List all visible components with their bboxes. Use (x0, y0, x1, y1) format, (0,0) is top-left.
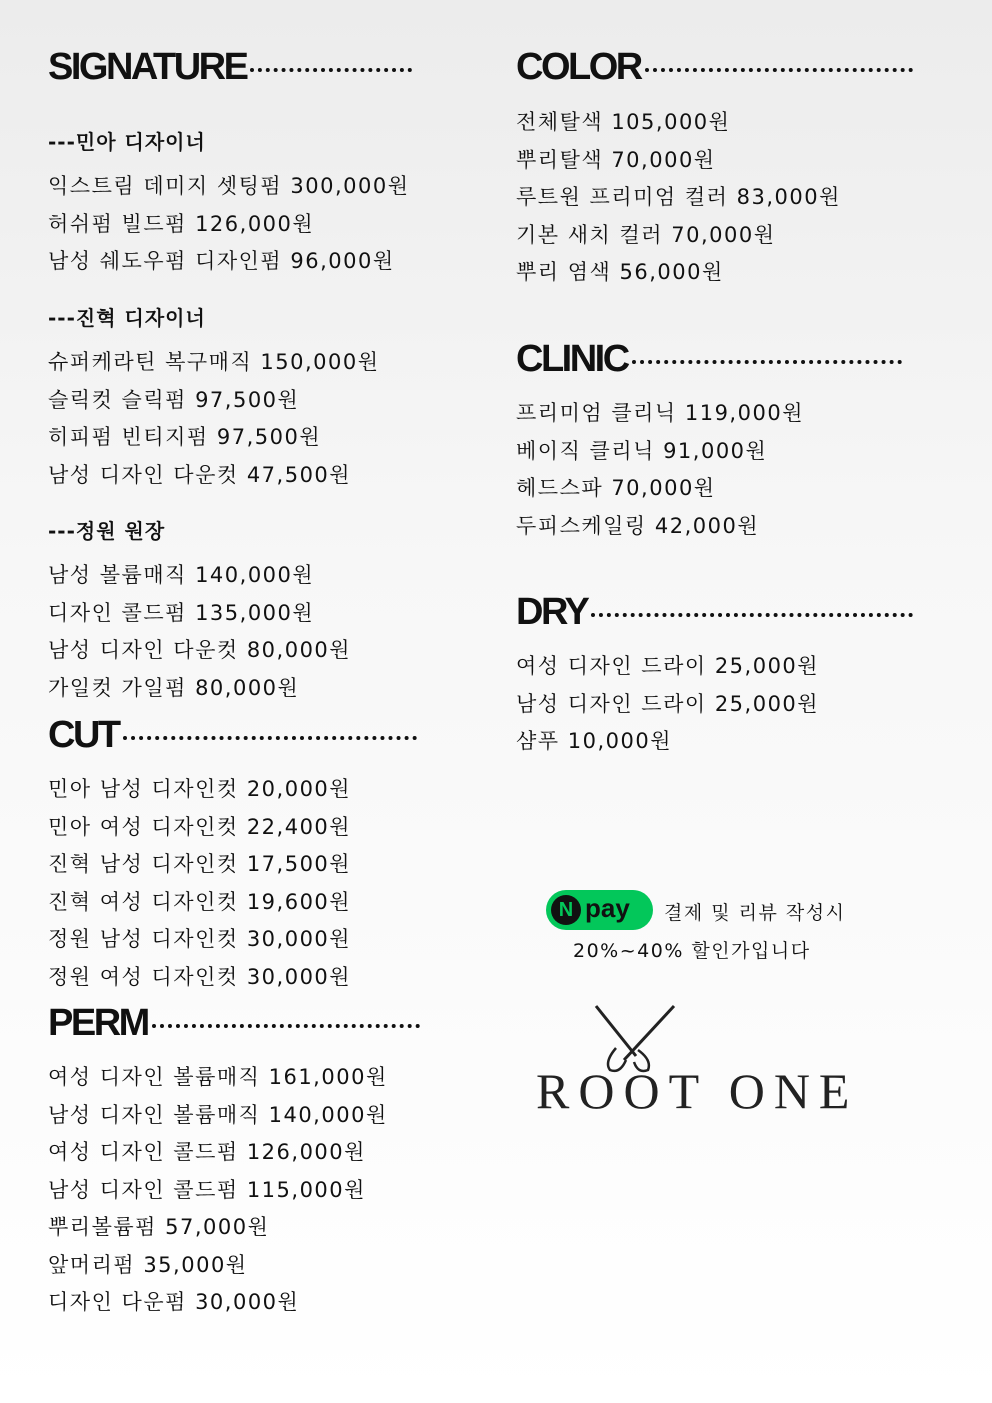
menu-item: 정원 남성 디자인컷 30,000원 (48, 927, 352, 951)
brand-logo (536, 1004, 880, 1119)
menu-item: 여성 디자인 콜드펌 126,000원 (48, 1140, 366, 1164)
menu-item: 뿌리탈색 70,000원 (516, 147, 716, 172)
heading-dotted-rule (152, 1024, 420, 1028)
npay-word: pay (585, 892, 630, 923)
menu-item: 익스트림 데미지 셋팅펌 300,000원 (48, 174, 410, 198)
promo-line-1: 결제 및 리뷰 작성시 (664, 902, 846, 924)
menu-item: 가일컷 가일펌 80,000원 (48, 675, 300, 700)
color-title: COLOR (516, 46, 641, 88)
menu-item: 진혁 여성 디자인컷 19,600원 (48, 889, 352, 914)
menu-item: 여성 디자인 볼륨매직 161,000원 (48, 1065, 388, 1089)
designer-label-mina: ---민아 디자이너 (48, 130, 206, 154)
cut-title: CUT (48, 714, 119, 756)
menu-item: 베이직 클리닉 91,000원 (516, 438, 768, 463)
menu-item: 여성 디자인 드라이 25,000원 (516, 654, 820, 678)
menu-item: 남성 볼륨매직 140,000원 (48, 563, 315, 587)
menu-item: 뿌리 염색 56,000원 (516, 260, 724, 284)
menu-item: 앞머리펌 35,000원 (48, 1252, 248, 1277)
menu-item: 남성 디자인 볼륨매직 140,000원 (48, 1102, 388, 1127)
section-perm-heading (48, 1004, 420, 1042)
heading-dotted-rule (123, 736, 417, 740)
menu-item: 남성 디자인 콜드펌 115,000원 (48, 1177, 366, 1202)
dry-title: DRY (516, 591, 588, 633)
perm-list (48, 1059, 388, 1322)
menu-item: 남성 디자인 다운컷 80,000원 (48, 638, 352, 662)
designer-label-jungwon: ---정원 원장 (48, 519, 166, 543)
menu-item: 디자인 다운펌 30,000원 (48, 1290, 300, 1314)
npay-n-icon: N (551, 895, 581, 925)
designer-label-jinhyuk: ---진혁 디자이너 (48, 306, 206, 330)
heading-dotted-rule (645, 68, 913, 72)
menu-item: 슈퍼케라틴 복구매직 150,000원 (48, 350, 380, 374)
section-cut-heading (48, 716, 417, 754)
menu-item: 두피스케일링 42,000원 (516, 513, 760, 538)
menu-item: 전체탈색 105,000원 (516, 110, 731, 134)
menu-item: 남성 디자인 다운컷 47,500원 (48, 462, 352, 487)
menu-item: 진혁 남성 디자인컷 17,500원 (48, 852, 352, 876)
clinic-list (516, 395, 804, 545)
clinic-title: CLINIC (516, 338, 628, 380)
color-list (516, 104, 841, 292)
section-color-heading (516, 48, 913, 86)
menu-item: 헤드스파 70,000원 (516, 476, 716, 500)
signature-list-jungwon (48, 557, 351, 707)
menu-item: 히피펌 빈티지펌 97,500원 (48, 425, 322, 449)
heading-dotted-rule (250, 68, 412, 72)
brand-name: ROOT ONE (536, 1063, 859, 1119)
signature-title: SIGNATURE (48, 46, 247, 88)
menu-item: 남성 디자인 드라이 25,000원 (516, 691, 820, 716)
menu-item: 슬릭컷 슬릭펌 97,500원 (48, 387, 300, 412)
signature-list-mina (48, 168, 410, 281)
menu-item: 루트원 프리미엄 컬러 83,000원 (516, 185, 841, 209)
menu-item: 허쉬펌 빌드펌 126,000원 (48, 211, 315, 236)
cut-list (48, 771, 351, 996)
section-dry-heading (516, 593, 913, 631)
perm-title: PERM (48, 1002, 148, 1044)
promo-line-2: 20%~40% 할인가입니다 (573, 940, 811, 962)
menu-item: 기본 새치 컬러 70,000원 (516, 222, 776, 247)
menu-item: 디자인 콜드펌 135,000원 (48, 600, 315, 625)
section-signature-heading (48, 48, 412, 86)
heading-dotted-rule (591, 613, 913, 617)
heading-dotted-rule (632, 360, 902, 364)
menu-item: 민아 남성 디자인컷 20,000원 (48, 777, 352, 801)
menu-item: 정원 여성 디자인컷 30,000원 (48, 964, 352, 989)
menu-item: 뿌리볼륨펌 57,000원 (48, 1215, 270, 1239)
menu-item: 민아 여성 디자인컷 22,400원 (48, 814, 352, 839)
signature-list-jinhyuk (48, 344, 380, 494)
menu-item: 남성 쉐도우펌 디자인펌 96,000원 (48, 249, 395, 273)
menu-item: 샴푸 10,000원 (516, 729, 673, 753)
npay-badge (546, 890, 653, 930)
menu-item: 프리미엄 클리닉 119,000원 (516, 401, 804, 425)
section-clinic-heading (516, 340, 902, 378)
dry-list (516, 648, 819, 761)
